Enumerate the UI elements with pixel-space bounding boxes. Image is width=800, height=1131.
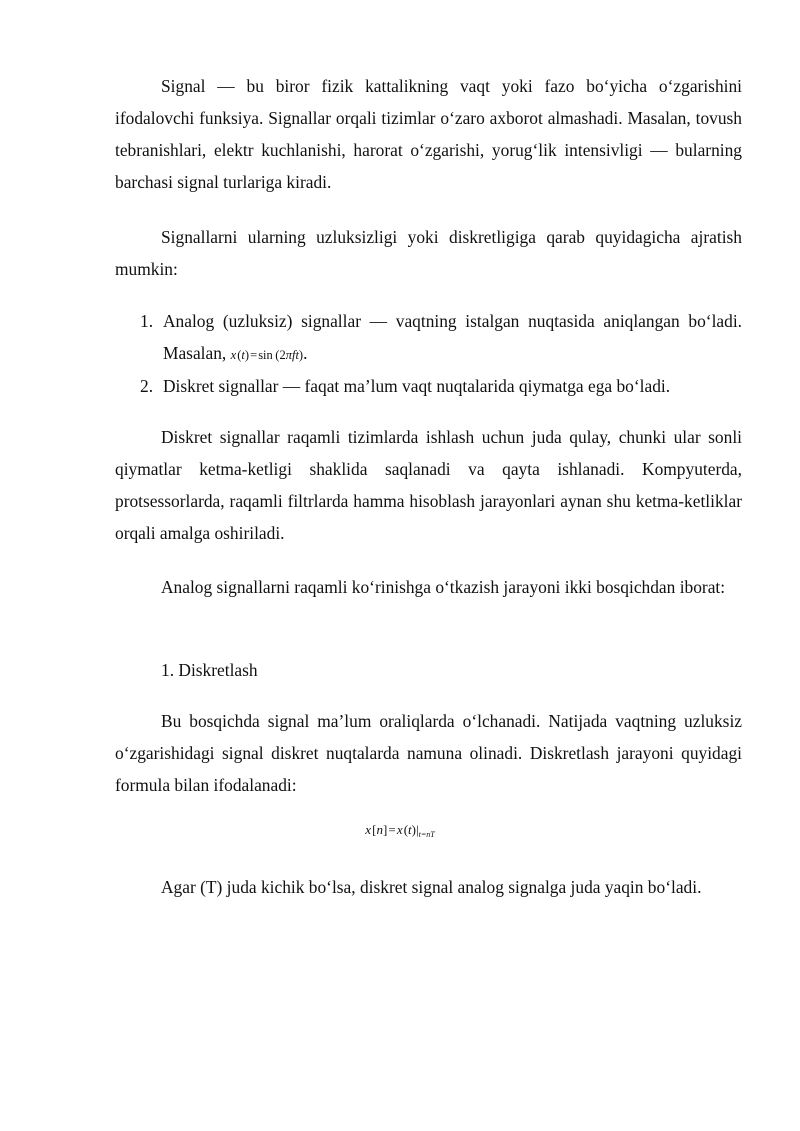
inline-formula: x (t) = sin (2πft)	[230, 348, 304, 362]
list-item-suffix: .	[303, 343, 308, 363]
paragraph-classification-intro: Signallarni ularning uzluksizligi yoki diskretligiga qarab quyidagicha ajratish mumkin:	[115, 227, 742, 279]
paragraph-conversion-intro: Analog signallarni raqamli ko‘rinishga o‘tkazish jarayoni ikki bosqichdan iborat:	[161, 577, 726, 597]
section-heading-discretization: 1. Diskretlash	[161, 660, 258, 680]
list-item-analog	[140, 305, 742, 371]
list-number: 2.	[140, 376, 154, 396]
paragraph-conclusion: Agar (T) juda kichik bo‘lsa, diskret signal analog signalga juda yaqin bo‘ladi.	[161, 877, 702, 897]
paragraph-signal-definition: Signal — bu biror fizik kattalikning vaqt yoki fazo bo‘yicha o‘zgarishini ifodalovchi funksiya. Signallar orqali tizimlar o‘zaro axborot almashadi. Masalan, tovush tebranishlari, elektr kuchlanishi, harorat o‘zgarishi, yorug‘lik intensivligi — bularning barchasi signal turlariga kiradi.	[115, 76, 742, 192]
list-number: 1.	[140, 311, 154, 331]
paragraph-discrete-usage: Diskret signallar raqamli tizimlarda ishlash uchun juda qulay, chunki ular sonli qiymatlar ketma-ketligi shaklida saqlanadi va qayta ishlanadi. Kompyuterda, protsessorlarda, raqamli filtrlarda hamma hisoblash jarayonlari aynan shu ketma-ketliklar orqali amalga oshiriladi.	[115, 427, 742, 543]
list-item-discrete	[140, 370, 742, 402]
formula-subscript: t=nT	[418, 830, 435, 839]
list-item-text: Diskret signallar — faqat ma’lum vaqt nuqtalarida qiymatga ega bo‘ladi.	[163, 376, 671, 396]
paragraph-discretization: Bu bosqichda signal ma’lum oraliqlarda o‘lchanadi. Natijada vaqtning uzluksiz o‘zgarishidagi signal diskret nuqtalarda namuna olinadi. Diskretlash jarayoni quyidagi formula bilan ifodalanadi:	[115, 711, 742, 795]
list-item-text: Analog (uzluksiz) signallar — vaqtning istalgan nuqtasida aniqlangan bo‘ladi. Masalan,	[163, 311, 742, 363]
sampling-formula: x [n] = x $(t)|_{t=nT}$	[365, 822, 435, 839]
